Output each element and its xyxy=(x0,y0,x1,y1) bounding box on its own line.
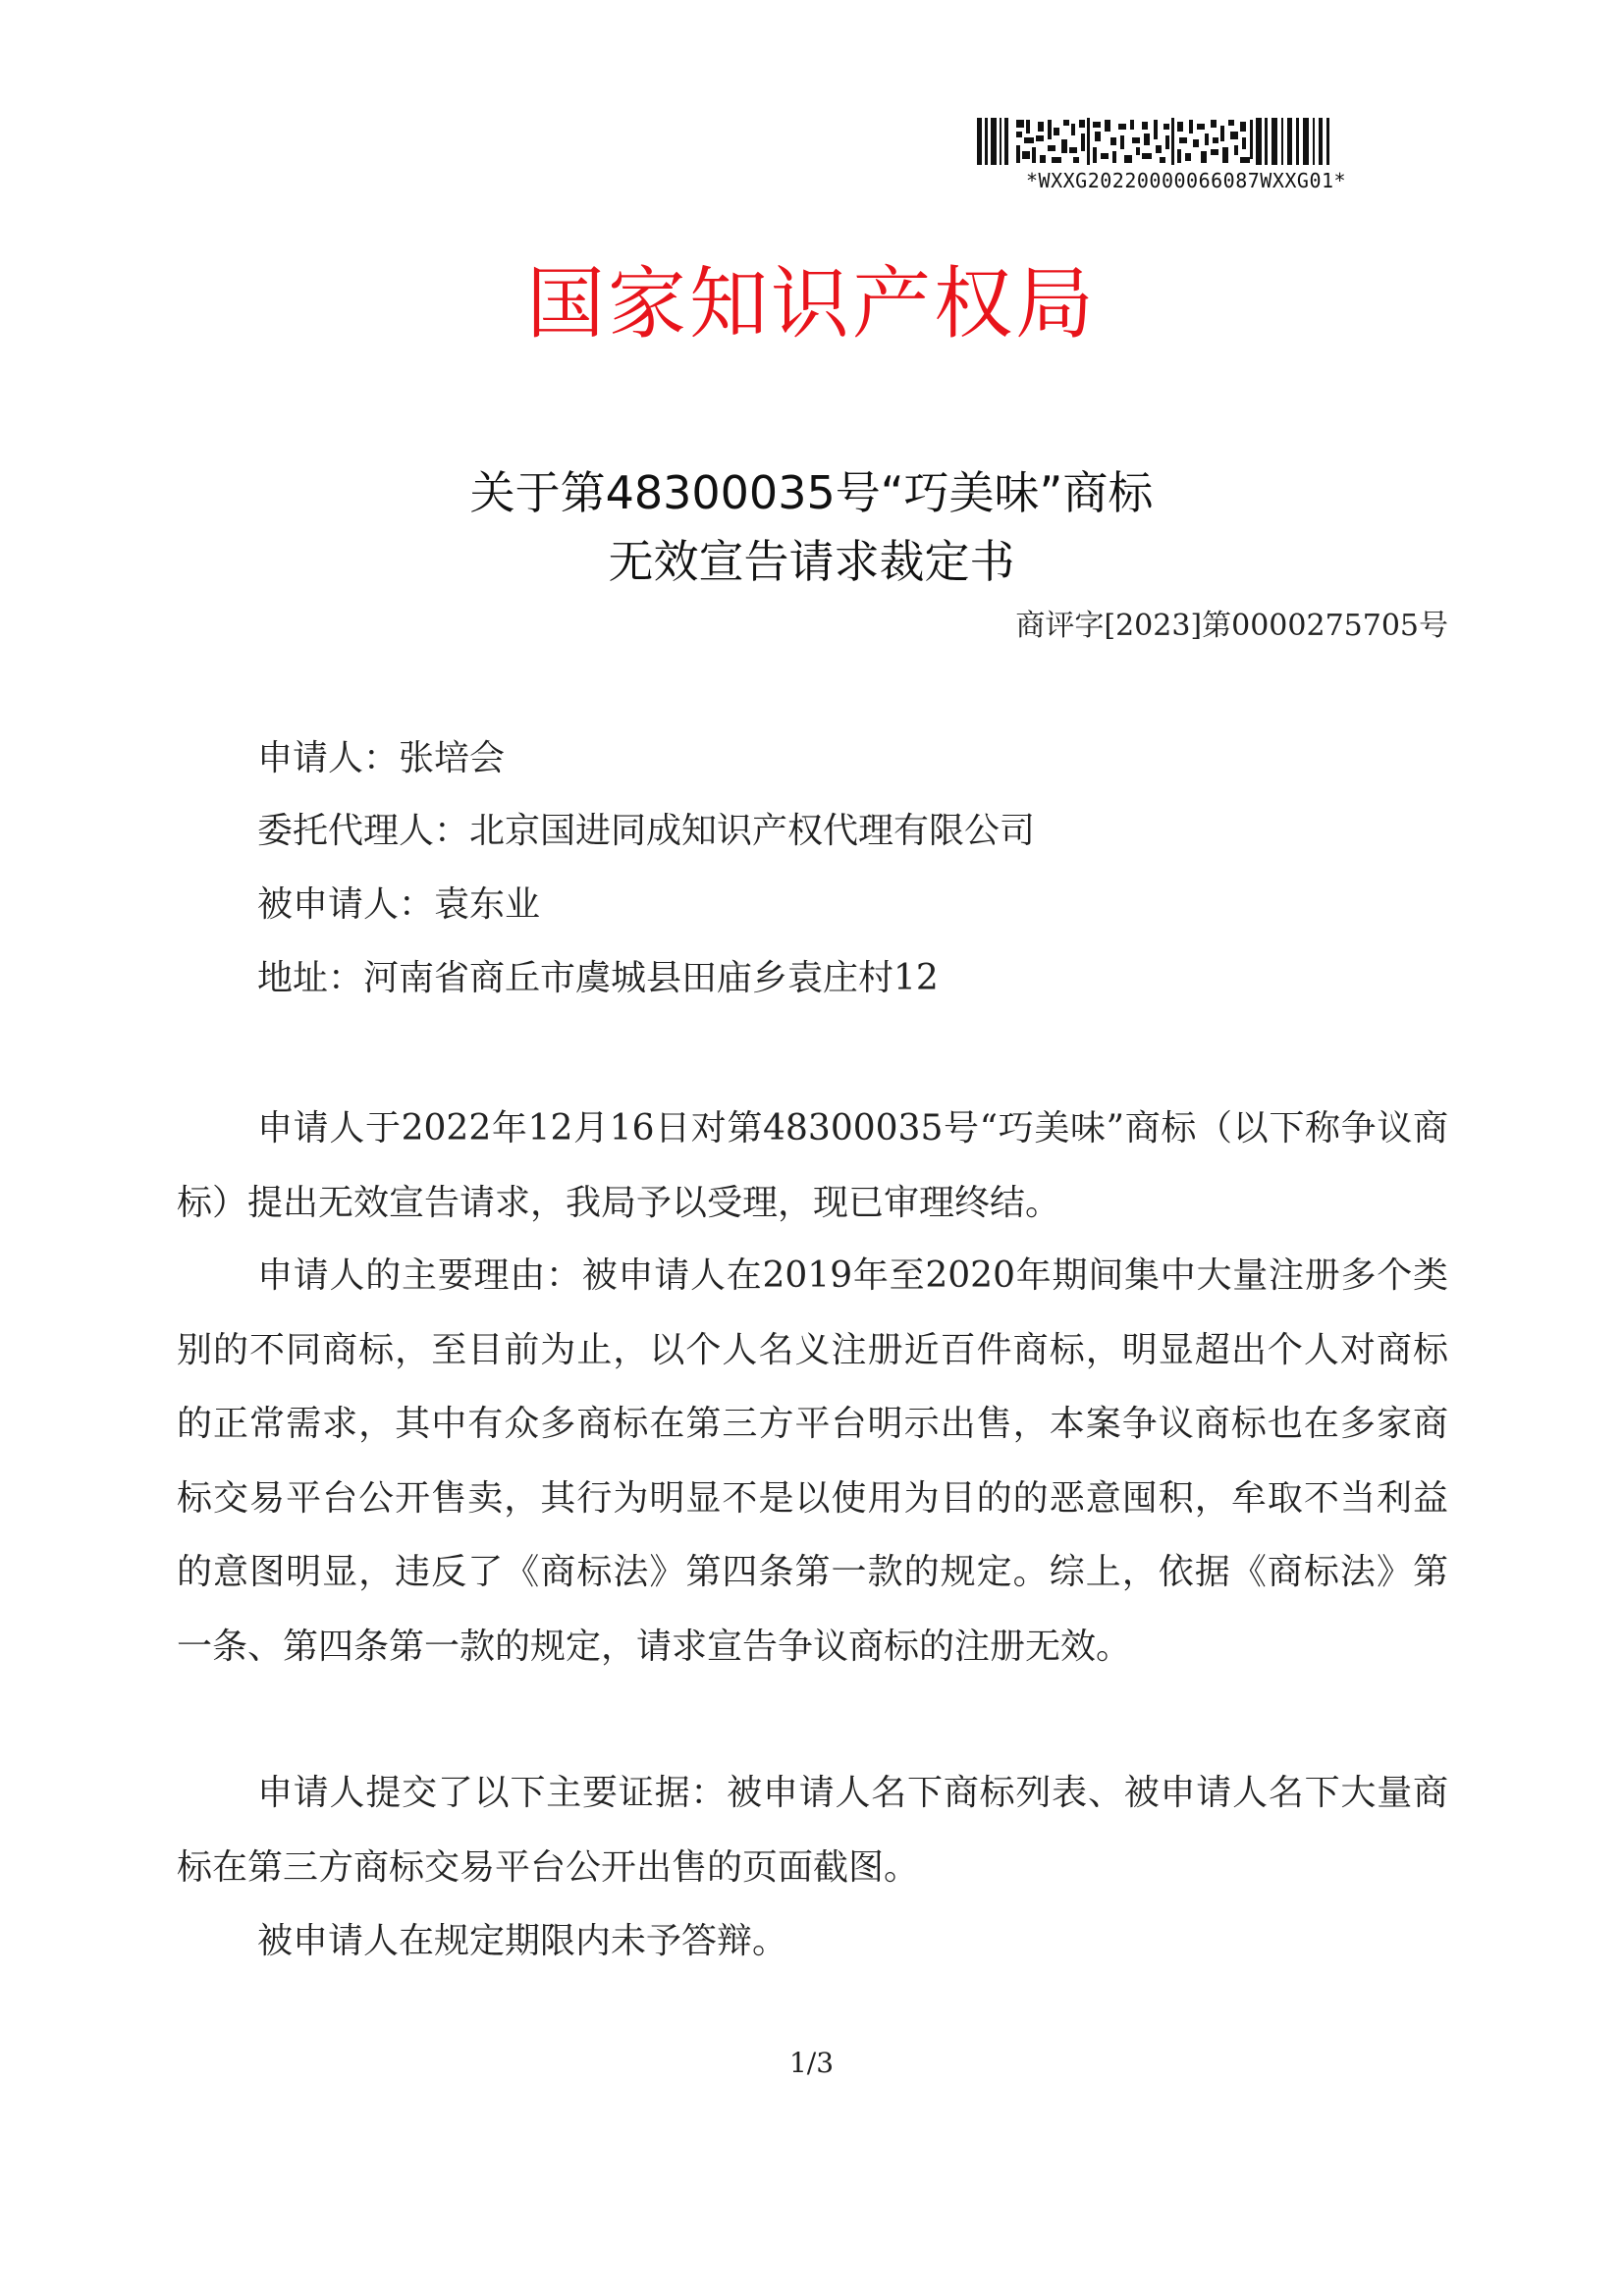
agent-line: 委托代理人：北京国进同成知识产权代理有限公司 xyxy=(257,811,1036,851)
applicant-line: 申请人：张培会 xyxy=(257,738,506,778)
paragraph-evidence: 申请人提交了以下主要证据：被申请人名下商标列表、被申请人名下大量商标在第三方商标交易平台公开出售的页面截图。 xyxy=(177,1773,1448,1888)
document-title-line2: 无效宣告请求裁定书 xyxy=(608,535,1015,588)
barcode-number: *WXXG20220000066087WXXG01* xyxy=(1026,169,1347,192)
barcode-image xyxy=(977,118,1389,165)
agency-header: 国家知识产权局 xyxy=(526,258,1097,349)
page-number: 1/3 xyxy=(788,2047,835,2079)
paragraph-no-reply: 被申请人在规定期限内未予答辩。 xyxy=(257,1921,788,1961)
respondent-line: 被申请人：袁东业 xyxy=(257,884,541,925)
case-number: 商评字[2023]第0000275705号 xyxy=(1015,609,1448,643)
document-title-line1: 关于第48300035号“巧美味”商标 xyxy=(469,466,1154,519)
address-line: 地址：河南省商丘市虞城县田庙乡袁庄村12 xyxy=(257,958,939,998)
paragraph-acceptance: 申请人于2022年12月16日对第48300035号“巧美味”商标（以下称争议商标）提出无效宣告请求，我局予以受理，现已审理终结。 xyxy=(177,1108,1448,1223)
paragraph-applicant-reasons: 申请人的主要理由：被申请人在2019年至2020年期间集中大量注册多个类别的不同商标，至目前为止，以个人名义注册近百件商标，明显超出个人对商标的正常需求，其中有众多商标在第三方平台明示出售，本案争议商标也在多家商标交易平台公开售卖，其行为明显不是以使用为目的的恶意囤积，牟取不当利益的意图明显，违反了《商标法》第四条第一款的规定。综上，依据《商标法》第一条、第四条第一款的规定，请求宣告争议商标的注册无效。 xyxy=(177,1255,1448,1667)
